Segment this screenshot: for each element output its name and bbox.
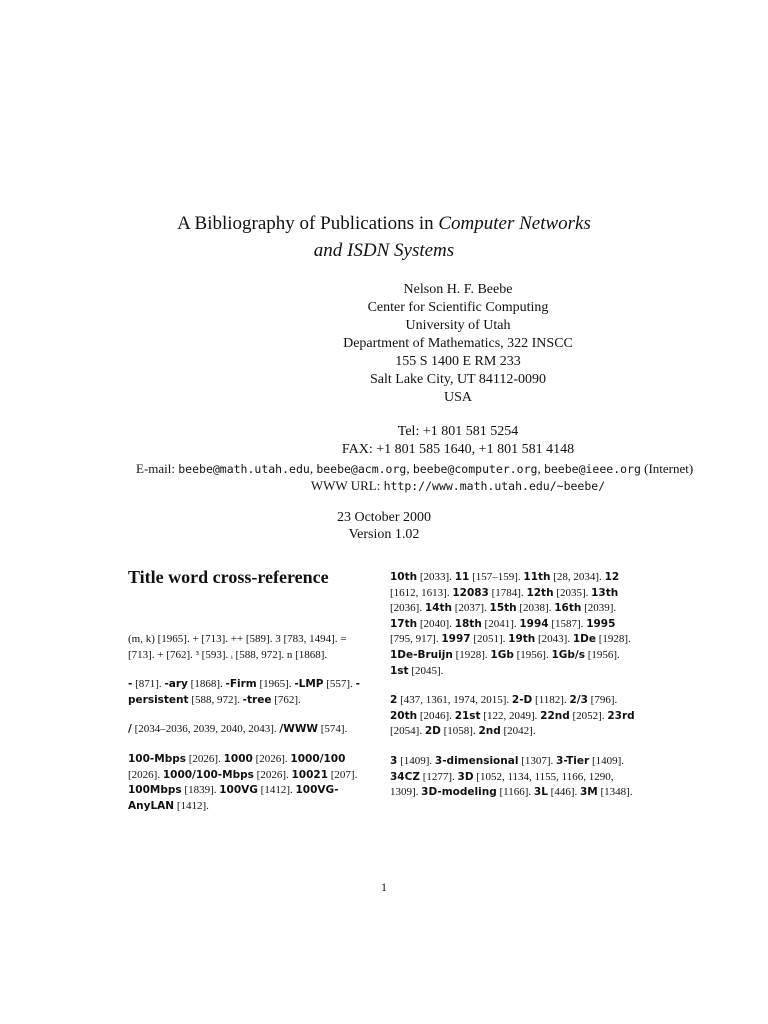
index-term: 1De-Bruijn bbox=[390, 648, 453, 661]
index-term: 1000/100-Mbps bbox=[162, 768, 254, 781]
left-column bbox=[128, 566, 373, 828]
index-term: -Firm bbox=[225, 678, 257, 691]
index-paragraph bbox=[390, 693, 640, 740]
email-link-1[interactable]: beebe@math.utah.edu bbox=[178, 462, 310, 476]
index-references: [1058]. bbox=[440, 725, 479, 738]
author-block bbox=[0, 281, 768, 459]
index-term: 15th bbox=[489, 602, 517, 615]
index-references: [2042]. bbox=[500, 725, 536, 738]
index-references: [2036]. bbox=[390, 602, 425, 615]
index-references: [1928]. bbox=[452, 648, 491, 661]
email-line: E-mail: beebe@math.utah.edu, beebe@acm.org, beebe@computer.org, beebe@ieee.org (Internet) bbox=[136, 461, 694, 476]
index-references: [207]. bbox=[328, 768, 358, 781]
index-term: -persistent bbox=[128, 678, 360, 706]
author-org: Center for Scientific Computing bbox=[367, 300, 549, 315]
index-paragraph bbox=[128, 722, 373, 738]
index-term: 100VG bbox=[219, 784, 258, 797]
index-term: 12083 bbox=[452, 586, 489, 599]
author-tel: Tel: +1 801 581 5254 bbox=[397, 424, 519, 439]
index-references: [1412]. bbox=[174, 799, 209, 812]
index-references: [122, 2049]. bbox=[480, 709, 541, 722]
index-references: [437, 1361, 1974, 2015]. bbox=[397, 694, 512, 707]
index-references: [1409]. bbox=[589, 754, 625, 767]
index-references: [2026]. bbox=[252, 752, 291, 765]
index-paragraph bbox=[128, 752, 373, 814]
index-term: 20th bbox=[390, 709, 418, 722]
author-name: Nelson H. F. Beebe bbox=[403, 282, 513, 297]
index-term: -ary bbox=[164, 678, 188, 691]
right-column bbox=[390, 570, 640, 815]
index-references: [1956]. bbox=[513, 648, 552, 661]
author-fax: FAX: +1 801 585 1640, +1 801 581 4148 bbox=[341, 442, 575, 457]
index-references: [2026]. bbox=[253, 768, 292, 781]
index-term: 3M bbox=[579, 786, 598, 799]
index-term: 3 bbox=[390, 754, 398, 767]
title-line-1: A Bibliography of Publications in Computer Networks bbox=[177, 213, 591, 234]
index-term: 3L bbox=[533, 786, 548, 799]
index-references: [1348]. bbox=[597, 786, 633, 799]
email-link-2[interactable]: beebe@acm.org bbox=[316, 462, 407, 476]
left-index-entries bbox=[128, 632, 373, 814]
index-term: 1De bbox=[572, 633, 596, 646]
index-term: 100-Mbps bbox=[128, 752, 187, 765]
index-term: 10021 bbox=[291, 768, 329, 781]
index-term: 12 bbox=[604, 571, 620, 583]
section-heading: Title word cross-reference bbox=[128, 567, 329, 587]
index-references: [2026]. bbox=[186, 752, 224, 765]
index-references: [1182]. bbox=[532, 694, 570, 707]
index-term: 23rd bbox=[607, 709, 635, 722]
index-references: [588, 972]. bbox=[188, 693, 243, 706]
index-term: 34CZ bbox=[390, 770, 420, 783]
index-references: [1409]. bbox=[397, 754, 435, 767]
index-term: /WWW bbox=[279, 723, 319, 736]
document-version: Version 1.02 bbox=[348, 527, 420, 542]
index-term: 2-D bbox=[511, 694, 533, 707]
index-references: [871]. bbox=[132, 678, 165, 691]
index-references: [2054]. bbox=[390, 725, 425, 738]
index-term: 10th bbox=[390, 571, 418, 583]
index-references: [557]. bbox=[323, 678, 356, 691]
index-references: [2026]. bbox=[128, 768, 163, 781]
index-term: 3D bbox=[457, 770, 474, 783]
index-references: [1052, 1134, 1155, 1166, 1290, 1309]. bbox=[390, 770, 614, 799]
index-references: [2046]. bbox=[417, 709, 455, 722]
index-references: [1784]. bbox=[488, 586, 527, 599]
index-references: [157–159]. bbox=[469, 571, 524, 583]
index-references: [1307]. bbox=[518, 754, 557, 767]
index-term: -LMP bbox=[294, 678, 324, 691]
index-term: 3-dimensional bbox=[434, 754, 519, 767]
index-term: 2nd bbox=[478, 725, 501, 738]
email-link-3[interactable]: beebe@computer.org bbox=[412, 462, 538, 476]
index-references: [2038]. bbox=[516, 602, 555, 615]
index-references: [1965]. bbox=[256, 678, 295, 691]
author-city: Salt Lake City, UT 84112-0090 bbox=[369, 372, 547, 387]
index-references: (m, k) [1965]. + [713]. ++ [589]. 3 [783, 1494]. = [713]. + [762]. ³ [593]. ᵢ [588, 972]. n [1868]. bbox=[128, 633, 347, 661]
index-paragraph bbox=[128, 632, 373, 663]
email-link-4[interactable]: beebe@ieee.org bbox=[543, 462, 641, 476]
index-references: [2052]. bbox=[569, 709, 608, 722]
index-term: - bbox=[128, 678, 133, 691]
index-term: 16th bbox=[554, 602, 582, 615]
index-term: 21st bbox=[454, 709, 481, 722]
index-paragraph bbox=[390, 570, 640, 679]
www-line: WWW URL: http://www.math.utah.edu/~beebe/ bbox=[310, 478, 606, 493]
index-references: [1868]. bbox=[187, 678, 226, 691]
index-term: 100VG-AnyLAN bbox=[128, 784, 339, 812]
index-references: [2037]. bbox=[451, 602, 490, 615]
index-references: [2045]. bbox=[408, 664, 444, 677]
index-term: 2/3 bbox=[569, 694, 588, 707]
index-term: 2 bbox=[390, 694, 398, 707]
index-references: [2033]. bbox=[417, 571, 455, 583]
index-references: [1277]. bbox=[419, 770, 458, 783]
index-references: [762]. bbox=[271, 693, 301, 706]
index-references: [1612, 1613]. bbox=[390, 586, 453, 599]
index-references: [1587]. bbox=[548, 617, 587, 630]
document-title bbox=[0, 210, 768, 264]
index-references: [2039]. bbox=[581, 602, 617, 615]
index-references: [2043]. bbox=[535, 633, 573, 646]
page-number: 1 bbox=[381, 880, 387, 894]
index-references: [2051]. bbox=[470, 633, 509, 646]
index-term: 19th bbox=[508, 633, 536, 646]
date-block bbox=[0, 509, 768, 543]
index-references: [1956]. bbox=[584, 648, 620, 661]
index-references: [1166]. bbox=[496, 786, 534, 799]
www-url-link[interactable]: http://www.math.utah.edu/~beebe/ bbox=[383, 479, 606, 493]
index-term: 12th bbox=[526, 586, 554, 599]
index-term: 1000 bbox=[223, 752, 253, 765]
index-term: 17th bbox=[390, 617, 418, 630]
index-term: -tree bbox=[242, 693, 272, 706]
index-term: 1995 bbox=[586, 617, 616, 630]
index-term: 22nd bbox=[540, 709, 570, 722]
index-term: 13th bbox=[591, 586, 619, 599]
index-term: 18th bbox=[454, 617, 482, 630]
index-references: [2035]. bbox=[553, 586, 592, 599]
index-term: 100Mbps bbox=[128, 784, 182, 797]
index-term: 2D bbox=[424, 725, 441, 738]
index-references: [1839]. bbox=[181, 784, 220, 797]
index-term: 1Gb/s bbox=[551, 648, 585, 661]
index-references: [2040]. bbox=[417, 617, 455, 630]
index-term: 1Gb bbox=[490, 648, 514, 661]
author-university: University of Utah bbox=[405, 318, 511, 333]
author-country: USA bbox=[443, 390, 472, 405]
document-date: 23 October 2000 bbox=[336, 510, 432, 525]
index-term: 1994 bbox=[519, 617, 549, 630]
index-references: [2034–2036, 2039, 2040, 2043]. bbox=[131, 723, 280, 736]
index-references: [2041]. bbox=[481, 617, 520, 630]
index-references: [795, 917]. bbox=[390, 633, 442, 646]
index-term: 11th bbox=[523, 571, 551, 583]
index-references: [1412]. bbox=[257, 784, 296, 797]
index-term: 11 bbox=[454, 571, 470, 583]
index-term: 14th bbox=[424, 602, 452, 615]
index-paragraph bbox=[390, 754, 640, 801]
author-department: Department of Mathematics, 322 INSCC bbox=[343, 336, 573, 351]
index-references: [574]. bbox=[318, 723, 348, 736]
index-term: 3-Tier bbox=[556, 754, 590, 767]
right-index-entries bbox=[390, 570, 640, 801]
index-term: 1st bbox=[390, 664, 409, 677]
index-references: [796]. bbox=[587, 694, 618, 707]
index-term: / bbox=[128, 723, 132, 736]
title-line-2: and ISDN Systems bbox=[313, 240, 455, 261]
index-term: 1000/100 bbox=[290, 752, 346, 765]
index-references: [1928]. bbox=[595, 633, 631, 646]
index-paragraph bbox=[128, 677, 373, 708]
index-term: 3D-modeling bbox=[421, 786, 497, 799]
index-term: 1997 bbox=[441, 633, 471, 646]
index-references: [446]. bbox=[547, 786, 580, 799]
index-references: [28, 2034]. bbox=[550, 571, 605, 583]
author-street: 155 S 1400 E RM 233 bbox=[395, 354, 521, 369]
